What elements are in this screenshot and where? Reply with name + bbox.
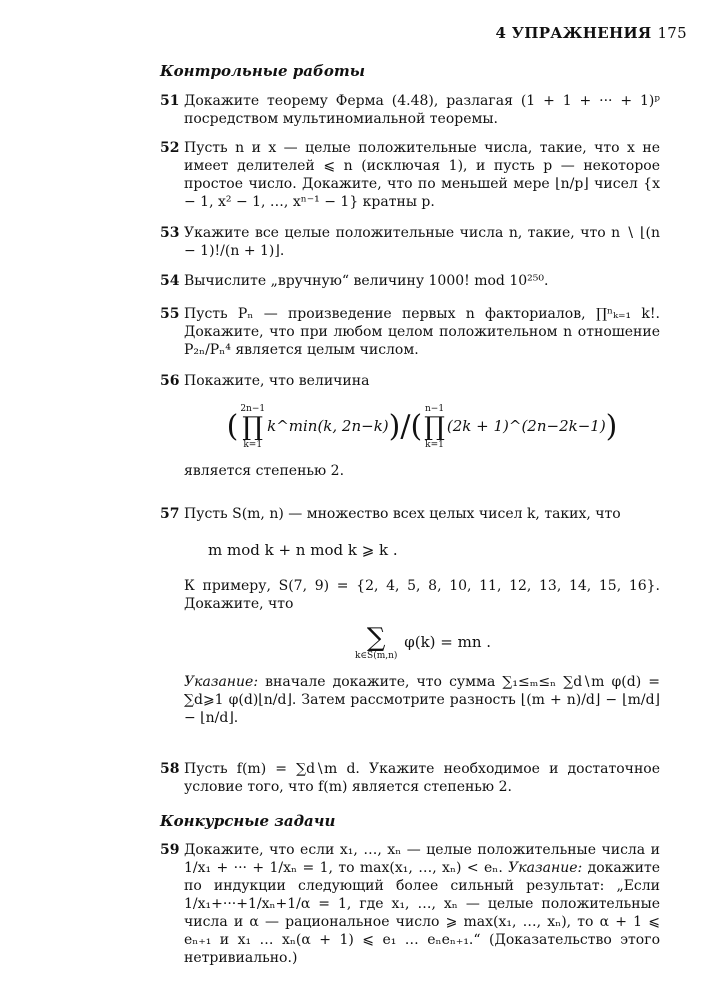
section-title-control: Контрольные работы — [160, 62, 365, 80]
exercise-51 — [160, 92, 660, 128]
exercise-outro: является степенью 2. — [184, 463, 345, 479]
slash: / — [400, 409, 411, 444]
exercise-number: 52 — [160, 140, 180, 156]
sum-symbol: ∑ — [366, 623, 386, 653]
exercise-text: Докажите, что если x₁, …, xₙ — целые положительные числа и 1/x₁ + ··· + 1/xₙ = 1, то max(x₁, …, xₙ) < eₙ. — [184, 842, 660, 876]
exercise-text: Пусть n и x — целые положительные числа, такие, что x не имеет делителей ⩽ n (исключая 1), и пусть p — некоторое простое число. Докажите, что по меньшей мере ⌊n/p⌋ чисел {x − 1, x² − 1, …, xⁿ⁻¹ − 1} кратны p. — [184, 140, 660, 210]
product-symbol: ∏ — [424, 412, 445, 442]
running-title: 4 УПРАЖНЕНИЯ — [495, 24, 652, 42]
formula-term: k^min(k, 2n−k) — [267, 417, 389, 435]
hint-text: докажите по индукции следующий более сильный результат: „Если 1/x₁+···+1/xₙ+1/α = 1, где x₁, …, xₙ — целые положительные числа и α — рациональное число ⩾ max(x₁, …, xₙ), то α + 1 ⩽ eₙ₊₁ и x₁ … xₙ(α + 1) ⩽ e₁ … eₙeₙ₊₁.“ (Доказательство этого нетривиально.) — [184, 860, 660, 966]
exercise-52 — [160, 139, 660, 211]
section-title-contest: Конкурсные задачи — [160, 812, 336, 830]
exercise-text: Пусть f(m) = ∑d∖m d. Укажите необходимое и достаточное условие того, что f(m) является степенью 2. — [184, 761, 660, 795]
lower-limit: k=1 — [243, 440, 263, 450]
exercise-53 — [160, 224, 660, 260]
exercise-55 — [160, 305, 660, 359]
sum-operator — [355, 625, 398, 661]
exercise-text: Докажите теорему Ферма (4.48), разлагая (1 + 1 + ··· + 1)ᵖ посредством мультиномиальной теоремы. — [184, 93, 660, 127]
condition-formula: m mod k + n mod k ⩾ k . — [208, 541, 398, 559]
exercise-number: 51 — [160, 93, 180, 109]
exercise-number: 55 — [160, 306, 180, 322]
upper-limit: n−1 — [425, 404, 445, 414]
paren: ( — [410, 409, 423, 444]
hint-label: Указание: — [184, 674, 259, 690]
exercise-number: 56 — [160, 373, 180, 389]
paren: ( — [226, 409, 239, 444]
sum-subscript: k∈S(m,n) — [354, 651, 398, 661]
exercise-58 — [160, 760, 660, 796]
exercise-text: Укажите все целые положительные числа n, такие, что n ∖ ⌊(n − 1)!/(n + 1)⌋. — [184, 225, 660, 259]
exercise-example: К примеру, S(7, 9) = {2, 4, 5, 8, 10, 11, 12, 13, 14, 15, 16}. Докажите, что — [184, 578, 660, 612]
formula-term: (2k + 1)^(2n−2k−1) — [446, 417, 606, 435]
exercise-number: 53 — [160, 225, 180, 241]
product-symbol: ∏ — [242, 412, 264, 442]
product-operator — [424, 404, 445, 450]
sum-body: φ(k) = mn . — [404, 633, 492, 651]
exercise-text: Вычислите „вручную“ величину 1000! mod 10²⁵⁰. — [184, 273, 549, 289]
exercise-59 — [160, 841, 660, 967]
exercise-text: Пусть Pₙ — произведение первых n факториалов, ∏ⁿₖ₌₁ k!. Докажите, что при любом целом положительном n отношение P₂ₙ/Pₙ⁴ является целым числом. — [184, 306, 660, 358]
upper-limit: 2n−1 — [240, 404, 266, 414]
exercise-intro: Покажите, что величина — [184, 373, 370, 389]
exercise-number: 58 — [160, 761, 180, 777]
hint-text: вначале докажите, что сумма ∑₁≤ₘ≤ₙ ∑d∖m φ(d) = ∑d⩾1 φ(d)⌊n/d⌋. Затем рассмотрите разность ⌊(m + n)/d⌋ − ⌊m/d⌋ − ⌊n/d⌋. — [184, 674, 660, 726]
exercise-number: 54 — [160, 273, 180, 289]
lower-limit: k=1 — [425, 440, 444, 450]
paren: ) — [605, 409, 618, 444]
product-formula — [184, 404, 660, 450]
sum-formula — [184, 625, 660, 661]
hint-label: Указание: — [502, 860, 583, 876]
exercise-54 — [160, 272, 660, 290]
running-head — [496, 24, 687, 42]
exercise-intro: Пусть S(m, n) — множество всех целых чисел k, таких, что — [184, 506, 621, 522]
page-number: 175 — [657, 24, 687, 42]
exercise-number: 57 — [160, 506, 180, 522]
paren: ) — [388, 409, 401, 444]
exercise-56 — [160, 372, 660, 480]
exercise-57 — [160, 505, 660, 727]
exercise-number: 59 — [160, 842, 180, 858]
product-operator — [240, 404, 265, 450]
